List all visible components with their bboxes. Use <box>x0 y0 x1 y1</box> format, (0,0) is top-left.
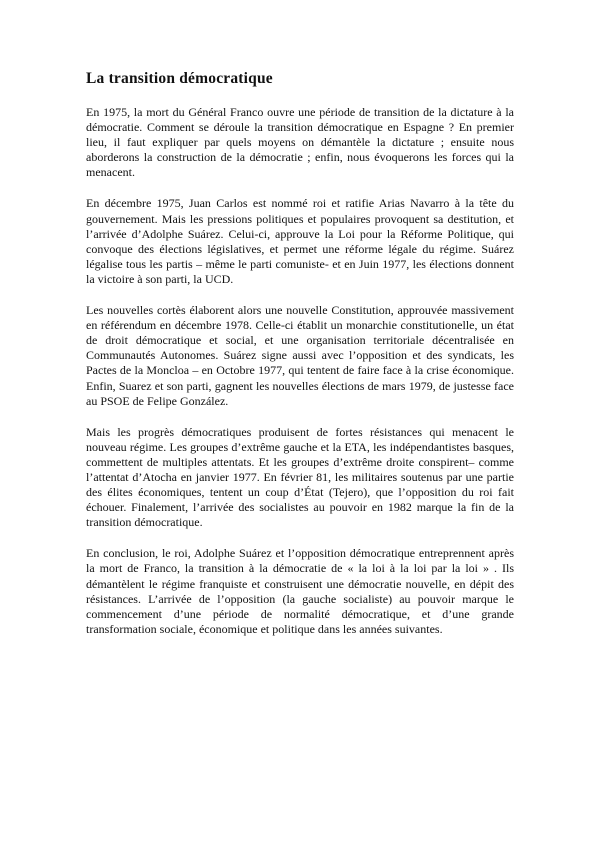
document-page <box>86 70 514 653</box>
paragraph-juan-carlos: En décembre 1975, Juan Carlos est nommé roi et ratifie Arias Navarro à la tête du gouvernement. Mais les pressions politiques et populaires provoquent sa destitution, et l’arrivée d’Adolphe Suárez. Celui-ci, approuve la Loi pour la Réforme Politique, qui convoque des élections législatives, et permet une réforme légale du régime. Suárez légalise tous les partis – même le parti comuniste- et en Juin 1977, les élections donnent la victoire à son parti, la UCD. <box>86 196 514 286</box>
paragraph-introduction: En 1975, la mort du Général Franco ouvre une période de transition de la dictature à la démocratie. Comment se déroule la transition démocratique en Espagne ? En premier lieu, il faut expliquer par quels moyens on démantèle la dictature ; ensuite nous aborderons la construction de la démocratie ; enfin, nous évoquerons les forces qui la menacent. <box>86 105 514 180</box>
document-title: La transition démocratique <box>86 70 273 87</box>
paragraph-constitution: Les nouvelles cortès élaborent alors une nouvelle Constitution, approuvée massivement en référendum en décembre 1978. Celle-ci établit un monarchie constitutionelle, un état de droit démocratique et social, et une organisation territoriale décentralisée en Communautés Autonomes. Suárez signe aussi avec l’opposition et des syndicats, les Pactes de la Moncloa – en Octobre 1977, qui tentent de faire face à la crise économique. Enfin, Suarez et son parti, gagnent les nouvelles élections de mars 1979, de justesse face au PSOE de Felipe González. <box>86 303 514 408</box>
paragraph-conclusion: En conclusion, le roi, Adolphe Suárez et l’opposition démocratique entreprennent après la mort de Franco, la transition à la démocratie de « la loi à la loi par la loi » . Ils démantèlent le régime franquiste et construisent une démocratie nouvelle, en dépit des résistances. L’arrivée de l’opposition (la gauche socialiste) au pouvoir marque le commencement d’une période de normalité démocratique, et d’une grande transformation sociale, économique et politique dans les années suivantes. <box>86 546 514 636</box>
paragraph-resistances: Mais les progrès démocratiques produisent de fortes résistances qui menacent le nouveau régime. Les groupes d’extrême gauche et la ETA, les indépendantistes basques, commettent de multiples attentats. Et les groupes d’extrême droite conspirent– comme l’attentat d’Atocha en janvier 1977. En février 81, les militaires soutenus par une partie des élites économiques, tentent un coup d’État (Tejero), que l’opposition du roi fait échouer. Finalement, l’arrivée des socialistes au pouvoir en 1982 marque la fin de la transition démocratique. <box>86 424 514 530</box>
